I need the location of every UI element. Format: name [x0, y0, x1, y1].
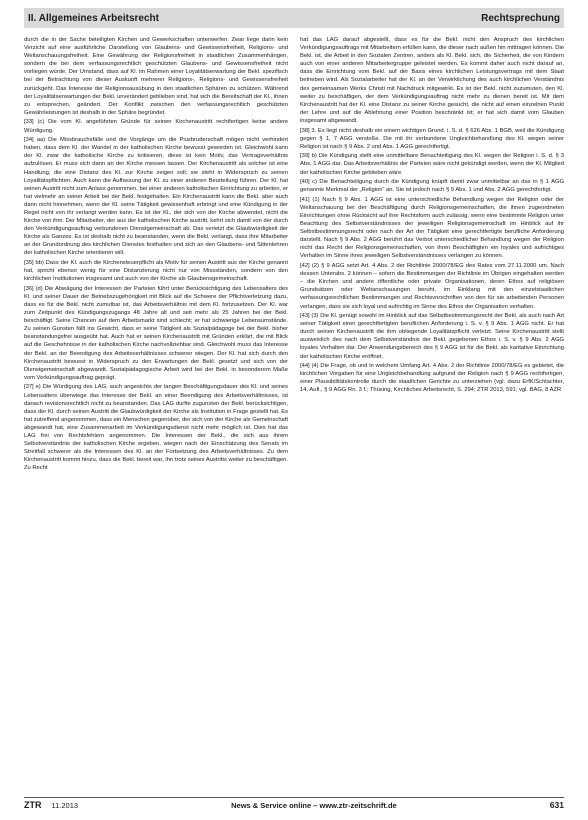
- paragraph: [33] (c) Die vom Kl. angeführten Gründe für seinen Kirchenaustritt rechtfertigen keine andere Würdigung.: [24, 119, 288, 134]
- paragraph: [39] b) Die Kündigung stellt eine unmittelbare Benachteiligung des Kl. wegen der Religion i. S. d. § 3 Abs. 1 AGG dar. Das Arbeitsverhältnis der Parteien wäre nicht gekündigt worden, wenn der Kl. Mitglied der katholischen Kirche geblieben wäre.: [300, 153, 564, 176]
- section-title: II. Allgemeines Arbeitsrecht: [28, 12, 159, 24]
- paragraph: [40] c) Die Benachteiligung durch die Kündigung knüpft damit zwar unmittelbar an das in § 1 AGG genannte Merkmal der „Religion“ an. Sie ist jedoch nach § 9 Abs. 1 und Abs. 2 AGG gerechtfertigt.: [300, 179, 564, 194]
- paragraph: [41] (1) Nach § 9 Abs. 1 AGG ist eine unterschiedliche Behandlung wegen der Religion oder der Weltanschauung bei der Beschäftigung durch Religionsgemeinschaften, die ihnen zugeordneten Einrichtungen ohne Rücksicht auf ihre Rechtsform auch zulässig, wenn eine bestimmte Religion unter Beachtung des Selbstverständnisses der jeweiligen Religionsgemeinschaft im Hinblick auf ihr Selbstbestimmungsrecht oder nach der Art der Tätigkeit eine gerechtfertigte berufliche Anforderung darstellt. Nach § 9 Abs. 2 AGG berührt das Verbot unterschiedlicher Behandlung wegen der Religion nicht das Recht der Religionsgemeinschaften, von ihren Beschäftigten ein loyales und aufrichtiges Verhalten im Sinne ihres jeweiligen Selbstverständnisses verlangen zu können.: [300, 196, 564, 260]
- paragraph: [44] (4) Die Frage, ob und in welchem Umfang Art. 4 Abs. 2 der Richtlinie 2000/78/EG es gebietet, die kirchlichen Vorgaben für eine Ungleichbehandlung aufgrund der Religion nach § 9 AGG rechtfertigen, einer Plausibilitätskontrolle durch die staatlichen Gerichte zu unterziehen (vgl. dazu ErfK/Schlachter, 14. Aufl., § 9 AGG Rn. 3 f.; Thüsing, Kirchliches Arbeitsrecht, S. 294; ZTR 2013, 591; vgl. BAG, 8 AZR: [300, 363, 564, 394]
- footer-website: News & Service online – www.ztr-zeitschrift.de: [231, 800, 397, 810]
- paragraph: [38] 3. Es liegt nicht deshalb ein einem wichtigen Grund, i. S. d. § 626 Abs. 1 BGB, weil die Kündigung gegen § 1, 7 AGG verstoße. Die mit ihr verbundene Ungleichbehandlung des Kl. wegen seiner Religion ist nach § 9 Abs. 2 und Abs. 1 AGG gerechtfertigt.: [300, 127, 564, 150]
- left-column: [24, 36, 288, 791]
- paragraph: [34] aa) Die Missbrauchsfälle und die Vorgänge um die Piusbruderschaft mögen nicht verhindert haben, dass dem Kl. der Wandel in der katholischen Kirche bewusst geworden ist. Gleichwohl kann der Kl. zwar die katholische Kirche zu kritisieren, diese ist kein Motiv, das Vertragsverhältnis aufzulösen. Er muss sich dann an der Kirche messen lassen. Der Kirchenaustritt als solcher ist eine Handlung, die eine Distanz des Kl. zur Kirche zeigen soll; sie steht in Widerspruch zu seinen Loyalitätspflichten. Auch kann die Auffassung der Kl. zu einer anderen Beurteilung führen. Der Kl. hat seinen Austritt nicht zum Anlass genommen, bei einer anderen katholischen Einrichtung zu arbeiten, er hat vielmehr an seiner Arbeit bei der Bekl. festgehalten. Ein Kirchenaustritt kann die Bekl. aber auch dann nicht hinnehmen, wenn der Kl. seine Tätigkeit gewissenhaft erbringt und eine Kündigung in der Regel nicht von ihr verlangt werden kann. Es ist der Kl., der sich von der Kirche abwendet, nicht die Kirche von ihm. Der Mitarbeiter, der aus der katholischen Kirche austritt, kehrt sich damit von der durch den Verkündigungsauftrag verbundenen Dienstgemeinschaft ab. Das verletzt die Glaubwürdigkeit der Kirche als Ganzes. Es ist deshalb nicht zu beanstanden, wenn die Bekl. verlangt, dass ihre Mitarbeiter an der Grundordnung des kirchlichen Dienstes festhalten und sich an den Glaubens- und Sittenlehren der katholischen Kirche orientieren will.: [24, 137, 288, 257]
- paragraph: [37] e) Die Würdigung des LAG, auch angesichts der langen Beschäftigungsdauer des Kl. und seines Lebensalters überwiege das Interesse der Bekl. an einer Beendigung des Arbeitsverhältnisses, ist danach revisionsrechtlich nicht zu beanstanden. Das LAG durfte zugunsten der Bekl. berücksichtigen, dass der Kl. durch seinen Austritt die Glaubwürdigkeit der Kirche als Institution in Frage gestellt hat. Es hat zutreffend angenommen, dass ein Menschen gegenüber, der sich von der Kirche als Gemeinschaft abgewandt hat, eine Zusammenarbeit im Verkündigungsdienst nicht mehr möglich ist. Dies hat das LAG frei von Rechtsfehlern angenommen. Die Interessen der Bekl., die sich aus ihrem Selbstverständnis der katholischen Kirche ergeben, wiegen nach der Einschätzung des Senats im Streitfall schwerer als die Interessen des Kl. an der Fortsetzung des Arbeitsverhältnisses. Zu dem Kirchenaustritt kommt hinzu, dass die Bekl. bereit war, ihn trotz seines Austritts weiter zu beschäftigen. Zu Recht: [24, 384, 288, 472]
- category-label: Rechtsprechung: [481, 12, 560, 24]
- article-body: [24, 36, 564, 791]
- footer-left: [24, 800, 78, 810]
- journal-name: ZTR: [24, 800, 42, 810]
- paragraph: [36] (d) Die Abwägung der Interessen der Parteien führt unter Berücksichtigung des Lebensalters des Kl. und seiner Dauer der Betriebszugehörigkeit mit Blick auf die Schwere der Pflichtverletzung dazu, dass es für die Bekl. nicht zumutbar ist, das Arbeitsverhältnis mit dem Kl. fortzusetzen. Der Kl. war zum Zeitpunkt des Kündigungszugangs 48 Jahre alt und seit mehr als 25 Jahren bei der Bekl. beschäftigt. Seine Chancen auf dem Arbeitsmarkt sind schlecht; er hat schwierige Lebensumstände. Zu seinen Gunsten fällt ins Gewicht, dass er seine Tätigkeit als Sozialpädagoge bei der Bekl. bisher beanstandungsfrei ausgeübt hat. Auch hat er seinen Kirchenaustritt mit Gründen erklärt, die mit Blick auf die Geschehnisse in der katholischen Kirche nachvollziehbar sind. Gleichwohl muss das Interesse der Bekl. an der Beendigung des Arbeitsverhältnisses schwerer wiegen. Der Kl. hat sich durch den Kirchenaustritt bewusst in Widerspruch zu den Erwartungen der Bekl. gesetzt und sich von der Dienstgemeinschaft abgewandt. Sozialpädagogische Arbeit wird bei der Bekl. in besonderem Maße vom Verkündigungsauftrag geprägt.: [24, 285, 288, 381]
- running-header: [24, 8, 564, 28]
- paragraph: [43] (3) Die Kl. genügt sowohl im Hinblick auf das Selbstbestimmungsrecht der Bekl. als auch nach Art seiner Tätigkeit einer gerechtfertigten beruflichen Anforderung i. S. v. § 9 Abs. 1 AGG nicht. Er hat durch seinen Kirchenaustritt die ihm obliegende Loyalitätspflicht verletzt. Seine Kirchenaustritt stellt ausweislich des nach dem Selbstverständnis der Bekl. gegebenen Ethos i. S. v. § 9 Abs. 2 AGG loyales Verhalten dar. Der Anwendungsbereich des § 9 AGG ist für die Bekl. als karitative Einrichtung der katholischen Kirche eröffnet.: [300, 313, 564, 360]
- page-footer: [24, 797, 564, 812]
- page-number: 631: [549, 800, 564, 810]
- paragraph: [42] (2) § 9 AGG setzt Art. 4 Abs. 2 der Richtlinie 2000/78/EG des Rates vom 27.11.2000 um. Nach dessen Unterabs. 2 können – sofern die Bestimmungen der Richtlinie im Übrigen eingehalten werden – die Kirchen und andere öffentliche oder private Organisationen, deren Ethos auf religiösen Grundsätzen oder Weltanschauungen beruht, im Einklang mit den einzelstaatlichen verfassungsrechtlichen Bestimmungen und Rechtsvorschriften von den für sie arbeitenden Personen verlangen, dass sie sich loyal und aufrichtig im Sinne des Ethos der Organisation verhalten.: [300, 263, 564, 310]
- paragraph: [35] bb) Dass der Kl. auch die Kirchensteuerpflicht als Motiv für seinen Austritt aus der Kirche genannt hat, spricht ebenso wenig für eine Distanzierung nicht nur von Missständen, sondern von den kirchlichen Institutionen insgesamt und auch von der Kirche als Glaubensgemeinschaft.: [24, 260, 288, 283]
- issue-date: 11.2013: [51, 801, 79, 810]
- right-column: [300, 36, 564, 791]
- paragraph: durch die in der Sache beteiligten Kirchen und Gewerkschaften unterwerfen. Zwar liege darin kein Verzicht auf eine ausführliche Darstellung von Glaubens- und Gewissensfreiheit, Religions- und Weltanschauungsfreiheit. Eine Gewährung der Religionsfreiheit in staatlichen Zusammenhängen, sondern die bei dem verfassungsrechtlich geschützten Glaubens- und Gewissensfreiheit nicht vorliegen würde. Der Umstand, dass auf Kl. im Rahmen einer Loyalitätserwartung der Bekl. spezifisch bei der Betrachtung von dieser Auskunft mehrerer Religions-, Religions- und Gewissensfreiheit zurückgeht. Das Interesse der Religionsausübung in den staatlichen Sphären zu schützen. Während der Loyalitätserwartungen der Bekl. unverändert geblieben sind, hat sich die Bereitschaft der Kl., ihnen zu entsprechen, geändert. Der Konflikt zwischen den verfassungsrechtlich geschützten Gewährleistungen ist deshalb in der Sphäre begründet.: [24, 37, 288, 116]
- paragraph: hat das LAG darauf abgestellt, dass es für die Bekl. nicht den Anspruch des kirchlichen Verkündigungsauftrags mit Mitarbeitern erfüllen kann, die dieser nach außen hin mittragen können. Die Bekl. ist, die Arbeit in den Sozialen Zentren, anders als Kl. Bekl. sich, die Sicherheit, die von Kindern auch von einer anderen Mitarbeitergruppe geleistet werden. Es kommt daher auch nicht darauf an, dass die Einrichtung vom Bekl. auf der Basis eines kirchlichen Leistungsvertrags mit dem Staat betrieben wird. Als Sozialarbeiter hat der Kl. an der Verwirklichung des auch kirchlichen Verständnis des gemeinsamen Werks Christi mit Nachdruck mitgewirkt. Es ist der Bekl. nicht zuzumuten, den Kl. weiter zu beschäftigen, der dem Verkündigungsauftrag nicht mehr zu dienen bereit ist. Mit dem Kirchenaustritt hat der Kl. eine Distanz zu seiner Kirche gesucht, die nicht auf einen einzelnen Punkt der Lehre und auf die Ablehnung einer Position beschränkt ist; er hat sich damit vom Glauben insgesamt abgewandt.: [300, 37, 564, 124]
